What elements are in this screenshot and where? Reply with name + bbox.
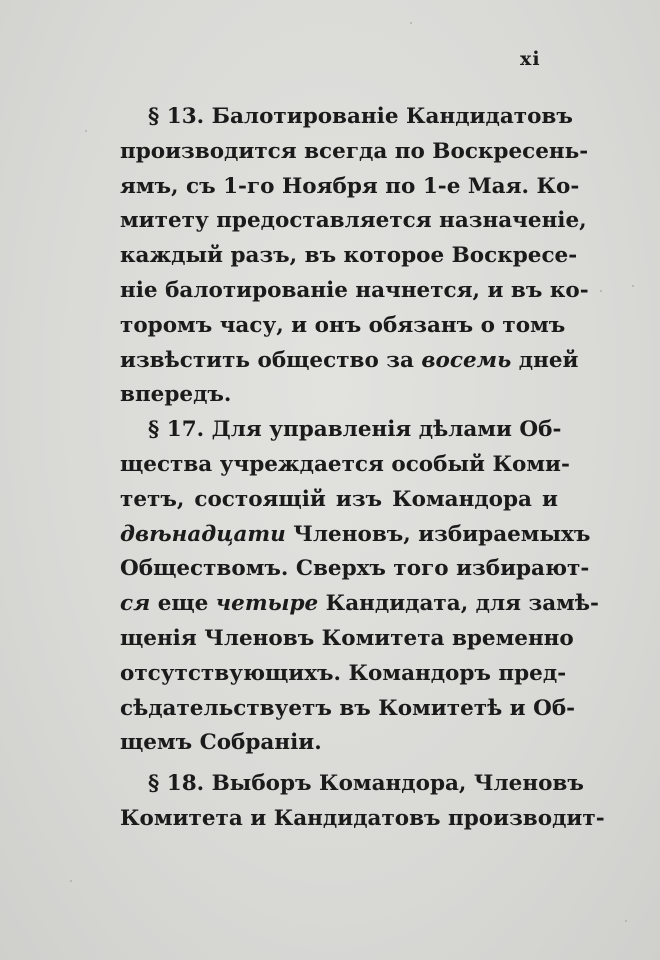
paragraph-18 [120, 767, 605, 837]
paragraph-17 [120, 413, 599, 761]
text-line: § 17. Для управленія дѣлами Об- [148, 417, 562, 443]
paper-speck [70, 880, 72, 882]
text-line: Обществомъ. Сверхъ того избирают- [120, 556, 590, 582]
text-line: щемъ Собраніи. [120, 730, 322, 756]
page-number: xi [520, 48, 541, 70]
emphasis-word: двѣнадцати [120, 521, 286, 547]
text-line: отсутствующихъ. Командоръ пред- [120, 660, 567, 686]
paragraph-13 [120, 100, 589, 413]
text-line: ся еще четыре Кандидата, для замѣ- [120, 591, 599, 617]
paper-speck [632, 285, 634, 287]
text-line: щества учреждается особый Коми- [120, 451, 570, 477]
text-line: Комитета и Кандидатовъ производит- [120, 805, 605, 831]
paper-speck [600, 290, 602, 292]
emphasis-word: ся [120, 591, 151, 617]
text-line: ніе балотированіе начнется, и въ ко- [120, 277, 589, 303]
text-line: двѣнадцати Членовъ, избираемыхъ [120, 521, 591, 547]
text-line: производится всегда по Воскресень- [120, 138, 589, 164]
paper-speck [85, 130, 87, 132]
body-text [120, 100, 605, 837]
text-line: торомъ часу, и онъ обязанъ о томъ [120, 312, 566, 338]
text-line: митету предоставляется назначеніе, [120, 208, 587, 234]
text-line: щенія Членовъ Комитета временно [120, 625, 574, 651]
text-line: каждый разъ, въ которое Воскресе- [120, 243, 578, 269]
emphasis-word: четыре [215, 591, 319, 617]
text-line: ямъ, съ 1-го Ноября по 1-е Мая. Ко- [120, 173, 580, 199]
paper-speck [625, 920, 627, 922]
emphasis-word: восемь [421, 347, 512, 373]
text-line: впередъ. [120, 382, 232, 408]
text-line: сѣдательствуетъ въ Комитетѣ и Об- [120, 695, 576, 721]
text-line: § 13. Балотированіе Кандидатовъ [148, 104, 573, 129]
text-line: извѣстить общество за восемь дней [120, 347, 579, 373]
text-line: тетъ, состоящій изъ Командора и [120, 486, 558, 512]
paper-speck [410, 22, 412, 24]
text-line: § 18. Выборъ Командора, Членовъ [148, 771, 584, 797]
